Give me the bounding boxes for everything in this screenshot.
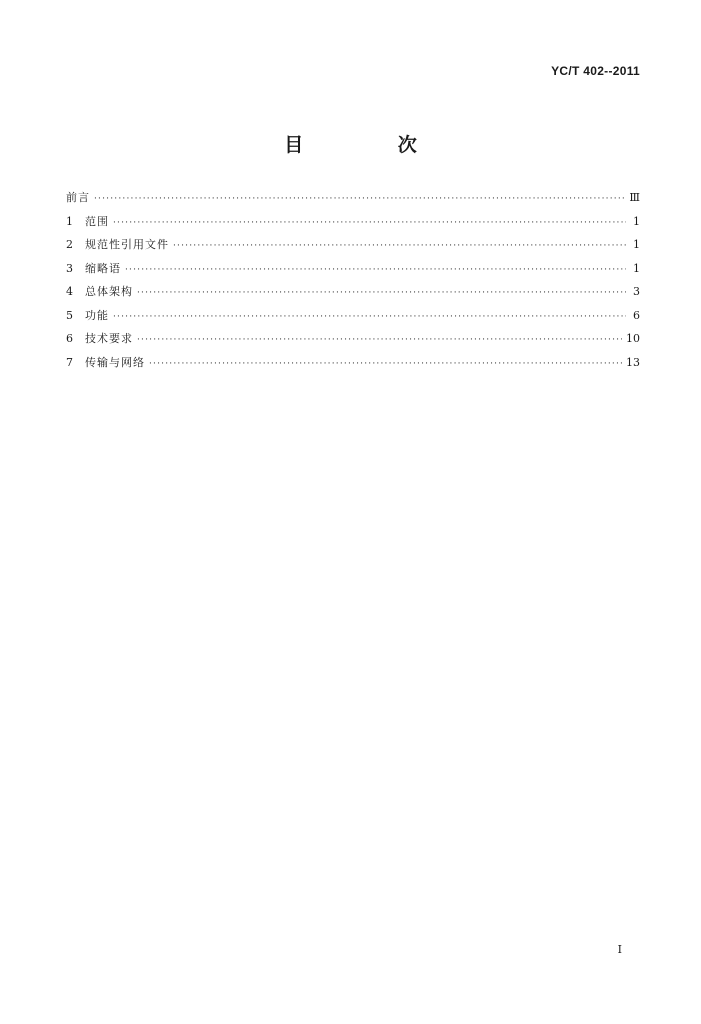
toc-entry-page: 1 <box>633 261 640 275</box>
page-title: 目 次 <box>284 134 461 156</box>
toc-entry-page: 6 <box>633 308 640 322</box>
toc-leader-dots <box>137 335 622 345</box>
toc-entry-number: 1 <box>66 214 73 228</box>
toc-entry-label: 规范性引用文件 <box>85 238 169 251</box>
toc-entry-label: 范围 <box>85 214 109 228</box>
toc-entry-page: 3 <box>633 285 640 298</box>
toc-entry-abbreviations[interactable] <box>66 260 640 284</box>
toc-leader-dots <box>113 218 626 228</box>
toc-leader-dots <box>94 194 625 204</box>
toc-leader-dots <box>173 241 626 251</box>
toc-entry-number: 2 <box>66 238 73 251</box>
toc-entry-technical-requirements[interactable] <box>66 330 640 354</box>
toc-entry-page: 1 <box>633 238 640 251</box>
toc-entry-number: 6 <box>66 332 73 345</box>
toc-entry-transmission-and-network[interactable] <box>66 354 640 378</box>
toc-entry-page: 1 <box>633 214 640 228</box>
toc-leader-dots <box>125 265 626 275</box>
toc-leader-dots <box>113 312 626 322</box>
toc-entry-foreword[interactable] <box>66 189 640 213</box>
standard-code: YC/T 402--2011 <box>551 64 640 78</box>
toc-entry-label: 功能 <box>85 308 109 322</box>
table-of-contents <box>66 189 640 377</box>
toc-entry-scope[interactable] <box>66 213 640 237</box>
toc-entry-label: 缩略语 <box>85 261 121 275</box>
toc-entry-number: 3 <box>66 261 73 275</box>
toc-entry-number: 5 <box>66 308 73 322</box>
page-number: I <box>617 943 622 956</box>
toc-leader-dots <box>149 359 622 369</box>
toc-entry-label: 技术要求 <box>85 332 133 345</box>
toc-entry-page: Ⅲ <box>629 191 640 204</box>
toc-entry-page: 13 <box>626 355 640 369</box>
toc-entry-normative-references[interactable] <box>66 236 640 260</box>
toc-entry-label: 总体架构 <box>85 285 133 298</box>
toc-entry-number: 4 <box>66 285 73 298</box>
toc-leader-dots <box>137 288 626 298</box>
toc-entry-page: 10 <box>626 332 640 345</box>
toc-entry-functions[interactable] <box>66 307 640 331</box>
toc-entry-number: 7 <box>66 355 73 369</box>
toc-entry-label: 传输与网络 <box>85 355 145 369</box>
toc-entry-label: 前言 <box>66 191 90 204</box>
toc-entry-overall-architecture[interactable] <box>66 283 640 307</box>
